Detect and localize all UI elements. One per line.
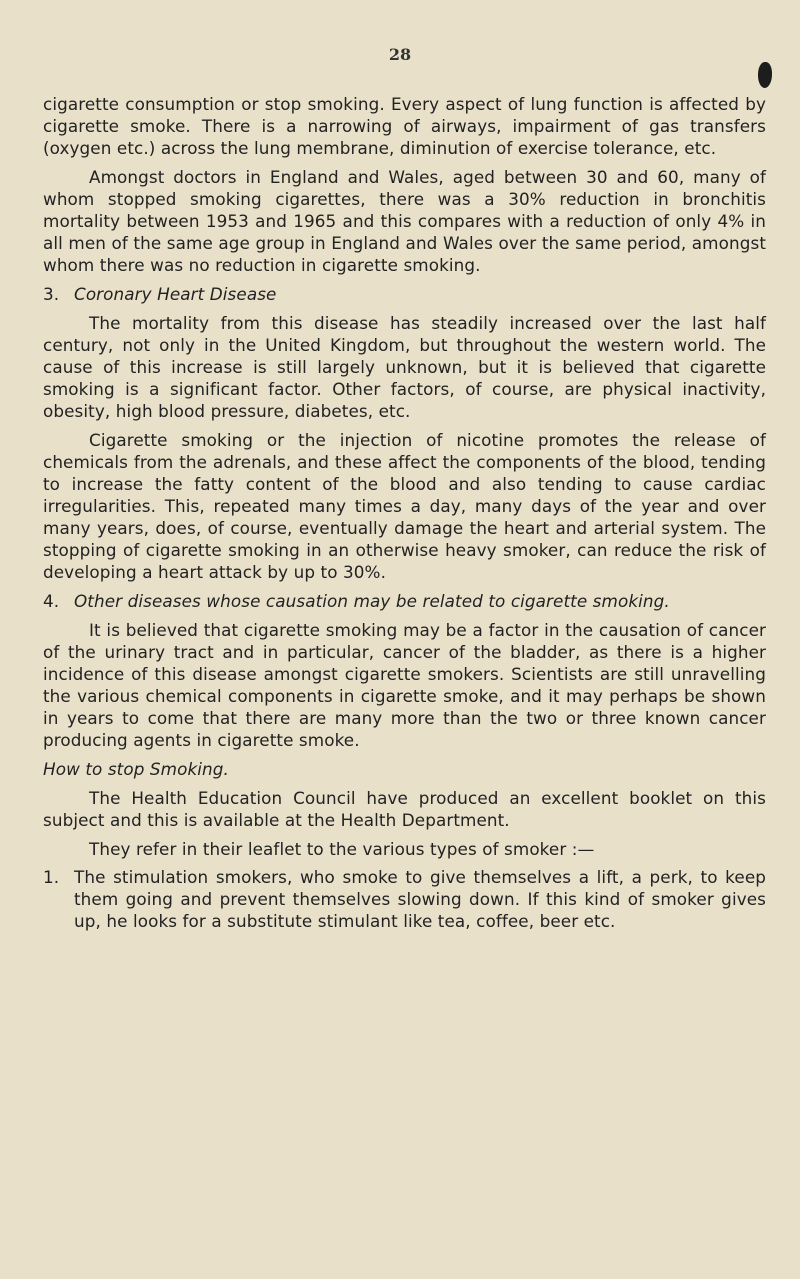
section-heading-coronary — [43, 283, 766, 305]
list-item — [43, 866, 766, 932]
list-item-text: The stimulation smokers, who smoke to give themselves a lift, a perk, to keep them going and prevent themselves slowing down. If this kind of smoker gives up, he looks for a substitute stimulant like tea, coffee, beer etc. — [74, 867, 766, 931]
paragraph-heart-mortality: The mortality from this disease has steadily increased over the last half century, not only in the United Kingdom, but throughout the western world. The cause of this increase is still largely unknown, but it is believed that cigarette smoking is a significant factor. Other factors, of course, are physical inactivity, obesity, high blood pressure, diabetes, etc. — [43, 313, 766, 421]
page-number: 28 — [388, 45, 412, 64]
section-number: 4. — [43, 591, 60, 611]
ink-blot — [758, 62, 772, 88]
paragraph-health-council: The Health Education Council have produced an excellent booklet on this subject and this is available at the Health Department. — [43, 788, 766, 830]
paragraph-lung-function: cigarette consumption or stop smoking. Every aspect of lung function is affected by cigarette smoke. There is a narrowing of airways, impairment of gas transfers (oxygen etc.) across the lung membrane, diminution of exercise tolerance, etc. — [43, 94, 766, 158]
section-title: Other diseases whose causation may be related to cigarette smoking. — [74, 591, 670, 611]
paragraph-smoker-types: They refer in their leaflet to the various types of smoker :— — [89, 839, 595, 859]
list-item-number: 1. — [43, 867, 60, 887]
paragraph-bladder-cancer: It is believed that cigarette smoking may be a factor in the causation of cancer of the urinary tract and in particular, cancer of the bladder, as there is a higher incidence of this disease amongst cigarette smokers. Scientists are still unravelling the various chemical components in cigarette smoke, and it may perhaps be shown in years to come that there are many more than the two or three known cancer producing agents in cigarette smoke. — [43, 620, 766, 750]
paragraph-nicotine-effects: Cigarette smoking or the injection of nicotine promotes the release of chemicals from the adrenals, and these affect the components of the blood, tending to increase the fatty content of the blood and also tending to cause cardiac irregularities. This, repeated many times a day, many days of the year and over many years, does, of course, eventually damage the heart and arterial system. The stopping of cigarette smoking in an otherwise heavy smoker, can reduce the risk of developing a heart attack by up to 30%. — [43, 430, 766, 582]
section-number: 3. — [43, 284, 60, 304]
section-title: Coronary Heart Disease — [74, 284, 277, 304]
heading-how-to-stop: How to stop Smoking. — [43, 759, 229, 779]
paragraph-doctors-bronchitis: Amongst doctors in England and Wales, aged between 30 and 60, many of whom stopped smoking cigarettes, there was a 30% reduction in bronchitis mortality between 1953 and 1965 and this compares with a reduction of only 4% in all men of the same age group in England and Wales over the same period, amongst whom there was no reduction in cigarette smoking. — [43, 167, 766, 275]
section-heading-other-diseases — [43, 590, 766, 612]
document-body — [43, 93, 766, 932]
